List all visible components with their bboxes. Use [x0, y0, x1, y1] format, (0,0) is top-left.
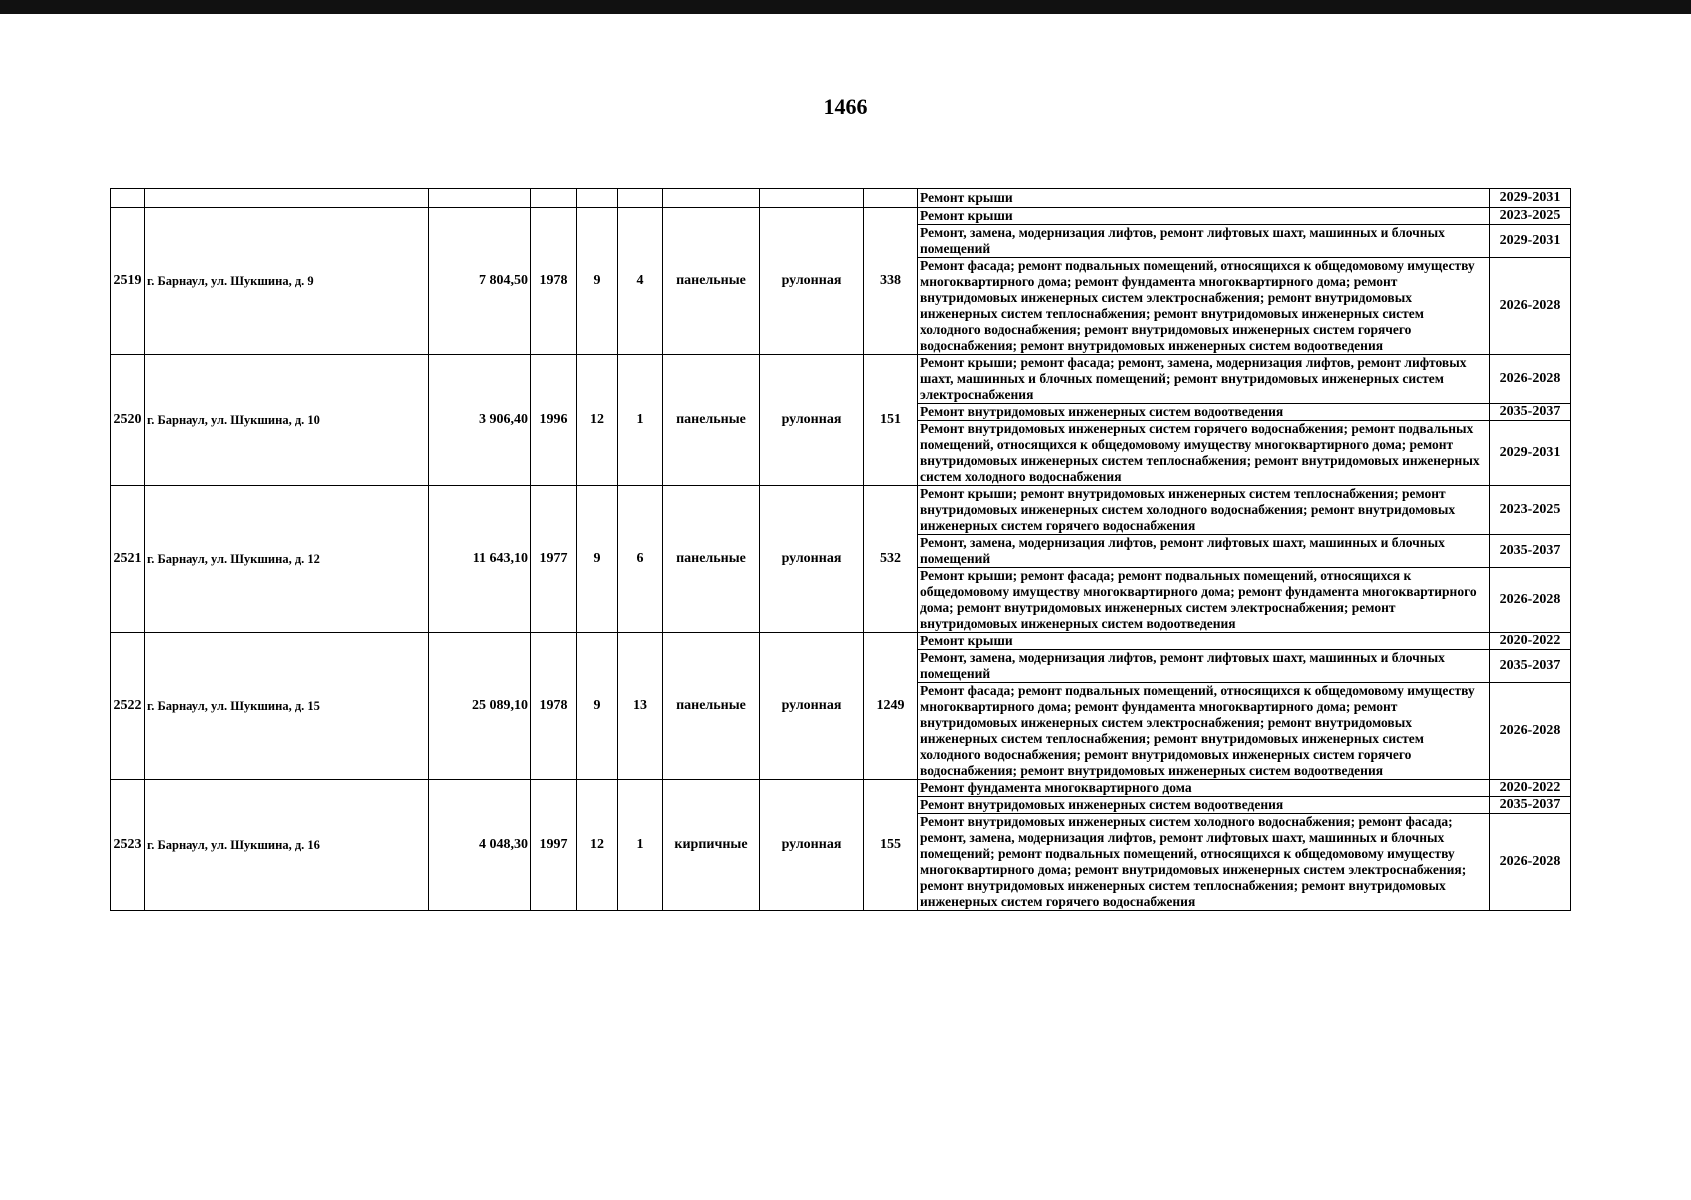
period-cell: 2035-2037: [1490, 797, 1571, 814]
work-cell: Ремонт крыши; ремонт фасада; ремонт подвальных помещений, относящихся к общедомовому имуществу многоквартирного дома; ремонт фундамента многоквартирного дома; ремонт внутридомовых инженерных систем электроснабжения; ремонт внутридомовых инженерных систем водоотведения: [918, 568, 1490, 633]
work-cell: Ремонт, замена, модернизация лифтов, ремонт лифтовых шахт, машинных и блочных помещений: [918, 225, 1490, 258]
building-number: 2522: [111, 633, 145, 780]
building-residents: 532: [864, 486, 918, 633]
building-floors: 12: [577, 355, 618, 486]
building-year: 1978: [531, 633, 577, 780]
period-cell: 2020-2022: [1490, 780, 1571, 797]
period-cell: 2035-2037: [1490, 650, 1571, 683]
work-cell: Ремонт внутридомовых инженерных систем горячего водоснабжения; ремонт подвальных помещений, относящихся к общедомовому имуществу многоквартирного дома; ремонт внутридомовых инженерных систем теплоснабжения; ремонт внутридомовых инженерных систем холодного водоснабжения: [918, 421, 1490, 486]
building-address: г. Барнаул, ул. Шукшина, д. 10: [145, 355, 429, 486]
work-cell: Ремонт крыши: [918, 189, 1490, 208]
building-entrances: 6: [618, 486, 663, 633]
building-roof-type: рулонная: [760, 208, 864, 355]
work-cell: Ремонт фундамента многоквартирного дома: [918, 780, 1490, 797]
building-year: 1978: [531, 208, 577, 355]
work-cell: Ремонт крыши: [918, 208, 1490, 225]
work-cell: Ремонт внутридомовых инженерных систем холодного водоснабжения; ремонт фасада; ремонт, замена, модернизация лифтов, ремонт лифтовых шахт, машинных и блочных помещений; ремонт подвальных помещений, относящихся к общедомовому имуществу многоквартирного дома; ремонт внутридомовых инженерных систем электроснабжения; ремонт внутридомовых инженерных систем теплоснабжения; ремонт внутридомовых инженерных систем горячего водоснабжения: [918, 814, 1490, 911]
building-area: 4 048,30: [429, 780, 531, 911]
work-cell: Ремонт фасада; ремонт подвальных помещений, относящихся к общедомовому имуществу многоквартирного дома; ремонт фундамента многоквартирного дома; ремонт внутридомовых инженерных систем электроснабжения; ремонт внутридомовых инженерных систем теплоснабжения; ремонт внутридомовых инженерных систем холодного водоснабжения; ремонт внутридомовых инженерных систем горячего водоснабжения; ремонт внутридомовых инженерных систем водоотведения: [918, 683, 1490, 780]
repair-schedule-table: [110, 188, 1571, 911]
building-roof-type: рулонная: [760, 633, 864, 780]
building-floors: 9: [577, 633, 618, 780]
building-year: 1977: [531, 486, 577, 633]
period-cell: 2020-2022: [1490, 633, 1571, 650]
building-wall-material: панельные: [663, 208, 760, 355]
building-entrances: 13: [618, 633, 663, 780]
building-address: г. Барнаул, ул. Шукшина, д. 9: [145, 208, 429, 355]
building-area: 7 804,50: [429, 208, 531, 355]
building-floors: 9: [577, 486, 618, 633]
building-roof-type: рулонная: [760, 355, 864, 486]
work-cell: Ремонт внутридомовых инженерных систем водоотведения: [918, 797, 1490, 814]
period-cell: 2029-2031: [1490, 421, 1571, 486]
building-floors: 12: [577, 780, 618, 911]
building-floors: 9: [577, 208, 618, 355]
period-cell: 2023-2025: [1490, 208, 1571, 225]
scan-edge-bar: [0, 0, 1691, 14]
period-cell: 2026-2028: [1490, 355, 1571, 404]
period-cell: 2026-2028: [1490, 258, 1571, 355]
table-row: [111, 780, 1571, 797]
work-cell: Ремонт, замена, модернизация лифтов, ремонт лифтовых шахт, машинных и блочных помещений: [918, 535, 1490, 568]
building-wall-material: панельные: [663, 633, 760, 780]
table-row: [111, 633, 1571, 650]
building-area: 25 089,10: [429, 633, 531, 780]
table-row: [111, 355, 1571, 404]
work-cell: Ремонт, замена, модернизация лифтов, ремонт лифтовых шахт, машинных и блочных помещений: [918, 650, 1490, 683]
building-wall-material: панельные: [663, 355, 760, 486]
building-residents: 155: [864, 780, 918, 911]
period-cell: 2029-2031: [1490, 189, 1571, 208]
building-roof-type: рулонная: [760, 486, 864, 633]
building-year: 1996: [531, 355, 577, 486]
building-residents: 1249: [864, 633, 918, 780]
building-entrances: 1: [618, 355, 663, 486]
period-cell: 2035-2037: [1490, 535, 1571, 568]
building-area: 3 906,40: [429, 355, 531, 486]
building-wall-material: кирпичные: [663, 780, 760, 911]
period-cell: 2035-2037: [1490, 404, 1571, 421]
period-cell: 2026-2028: [1490, 814, 1571, 911]
work-cell: Ремонт фасада; ремонт подвальных помещений, относящихся к общедомовому имуществу многоквартирного дома; ремонт фундамента многоквартирного дома; ремонт внутридомовых инженерных систем электроснабжения; ремонт внутридомовых инженерных систем теплоснабжения; ремонт внутридомовых инженерных систем холодного водоснабжения; ремонт внутридомовых инженерных систем горячего водоснабжения; ремонт внутридомовых инженерных систем водоотведения: [918, 258, 1490, 355]
building-number: 2519: [111, 208, 145, 355]
building-address: г. Барнаул, ул. Шукшина, д. 15: [145, 633, 429, 780]
work-cell: Ремонт крыши; ремонт внутридомовых инженерных систем теплоснабжения; ремонт внутридомовых инженерных систем холодного водоснабжения; ремонт внутридомовых инженерных систем горячего водоснабжения: [918, 486, 1490, 535]
building-number: 2523: [111, 780, 145, 911]
work-cell: Ремонт внутридомовых инженерных систем водоотведения: [918, 404, 1490, 421]
building-address: г. Барнаул, ул. Шукшина, д. 16: [145, 780, 429, 911]
page-number: 1466: [823, 94, 868, 119]
carryover-row: [111, 189, 1571, 208]
building-entrances: 1: [618, 780, 663, 911]
table-row: [111, 486, 1571, 535]
building-residents: 338: [864, 208, 918, 355]
work-cell: Ремонт крыши; ремонт фасада; ремонт, замена, модернизация лифтов, ремонт лифтовых шахт, машинных и блочных помещений; ремонт внутридомовых инженерных систем электроснабжения: [918, 355, 1490, 404]
table-row: [111, 208, 1571, 225]
period-cell: 2026-2028: [1490, 568, 1571, 633]
work-cell: Ремонт крыши: [918, 633, 1490, 650]
building-address: г. Барнаул, ул. Шукшина, д. 12: [145, 486, 429, 633]
building-residents: 151: [864, 355, 918, 486]
building-area: 11 643,10: [429, 486, 531, 633]
building-year: 1997: [531, 780, 577, 911]
period-cell: 2029-2031: [1490, 225, 1571, 258]
period-cell: 2023-2025: [1490, 486, 1571, 535]
building-number: 2521: [111, 486, 145, 633]
building-number: 2520: [111, 355, 145, 486]
building-roof-type: рулонная: [760, 780, 864, 911]
building-entrances: 4: [618, 208, 663, 355]
period-cell: 2026-2028: [1490, 683, 1571, 780]
building-wall-material: панельные: [663, 486, 760, 633]
